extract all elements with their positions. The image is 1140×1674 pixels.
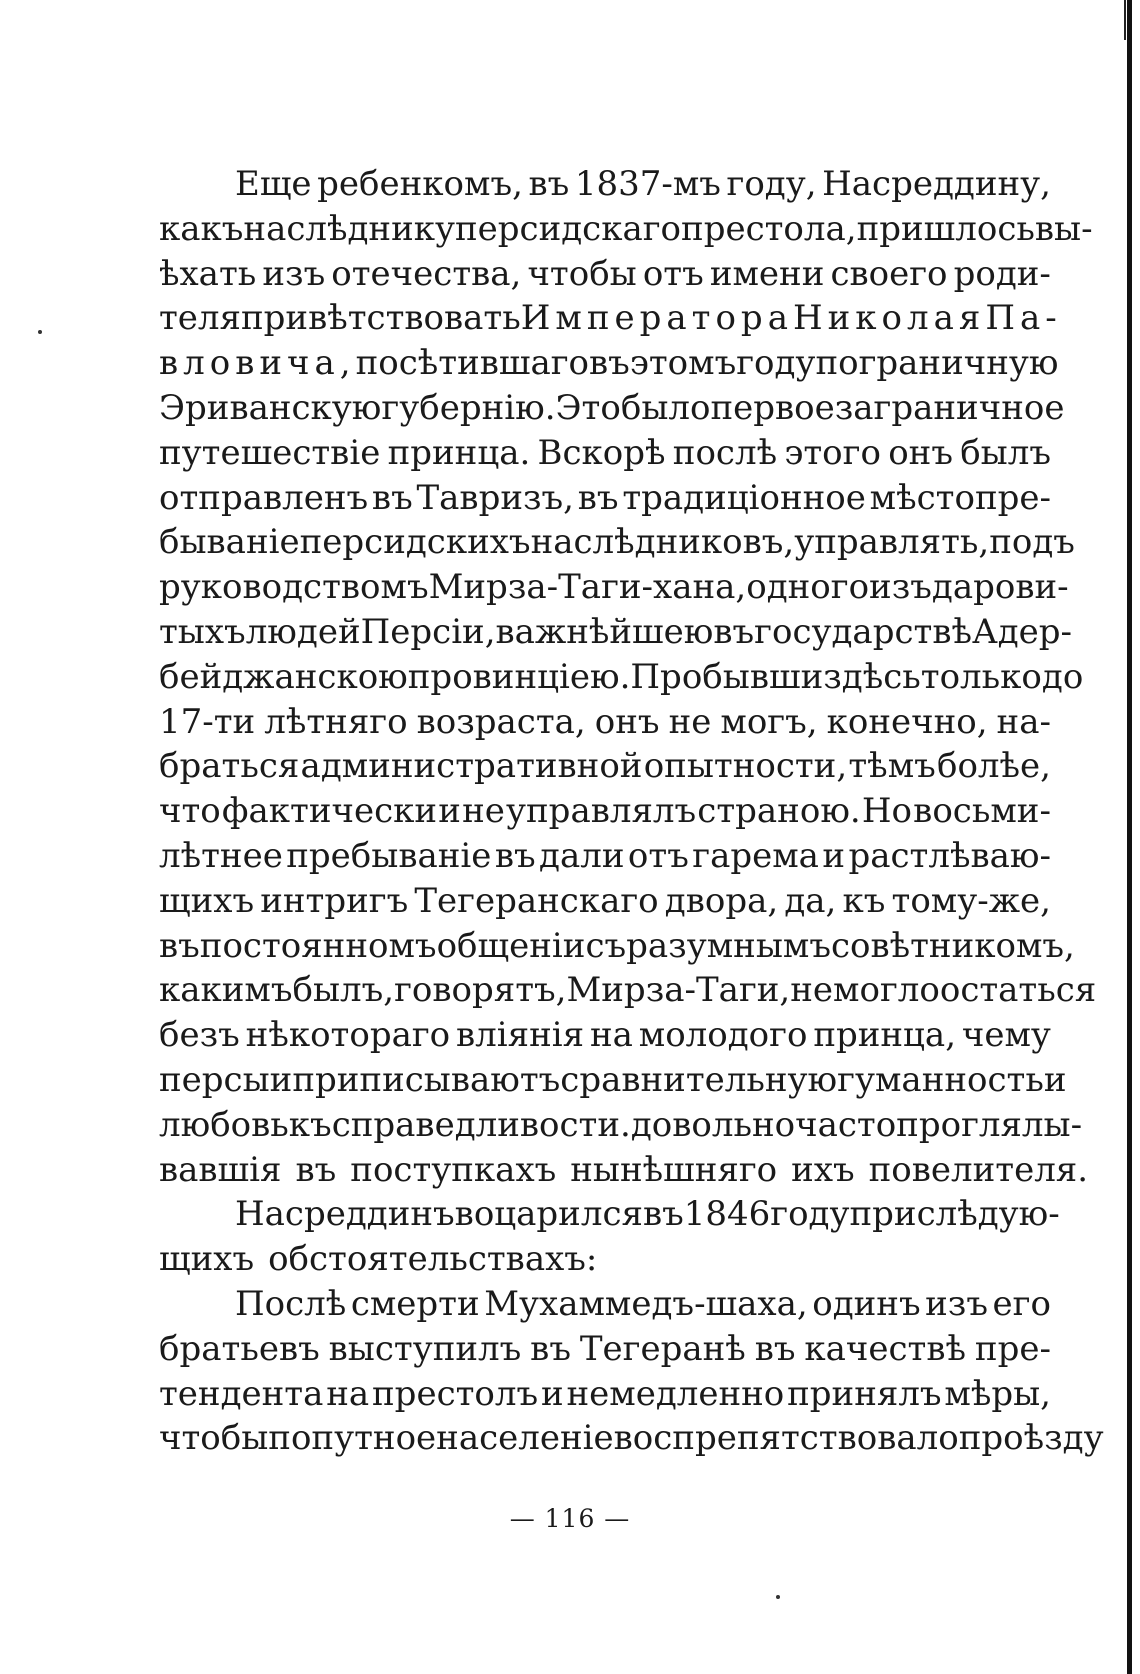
word: воспрепятствовало [613, 1418, 959, 1459]
word: дарови- [931, 567, 1069, 608]
word: Персіи, [360, 611, 496, 652]
word: послѣ [672, 432, 778, 473]
word: Адер- [971, 611, 1073, 652]
word: въ [577, 477, 619, 518]
word: 1837-мъ [574, 164, 721, 204]
word: здѣсь [823, 656, 921, 697]
word: государствѣ [754, 611, 972, 652]
word: Еще [235, 164, 312, 204]
word: году [736, 343, 816, 384]
word: мѣстопре- [869, 477, 1051, 518]
word: Насреддинъ [235, 1194, 455, 1235]
word: въ [371, 477, 413, 518]
word: не [462, 791, 505, 832]
word: былъ, [292, 970, 395, 1011]
word: году, [726, 164, 817, 204]
text-line [159, 476, 1051, 521]
word: людей [245, 611, 361, 652]
body-text [159, 162, 1104, 1461]
word: Мирза-Таги-хана, [428, 567, 747, 608]
word: Мирза-Таги, [566, 970, 791, 1011]
word: повелителя. [868, 1149, 1089, 1190]
word: дали [539, 835, 625, 876]
word: справедливости. [331, 1104, 631, 1145]
word: изъ [925, 1283, 988, 1324]
word: не [668, 701, 712, 742]
word: управлялъ [506, 791, 697, 832]
word: смерти [350, 1283, 480, 1324]
text-line [159, 162, 1051, 207]
word: отечества, [331, 253, 522, 294]
word: бейджанскою [159, 656, 408, 697]
word: любовь [159, 1104, 289, 1145]
text-line [159, 789, 1051, 834]
word: отъ [627, 835, 689, 876]
text-line [159, 655, 1084, 700]
word: привѣтствовать [240, 298, 521, 339]
word: Тегеранѣ [579, 1328, 746, 1369]
word: этого [784, 432, 881, 473]
text-line [159, 207, 1093, 252]
word: къ [842, 880, 886, 921]
text-line [159, 610, 1073, 655]
word: наслѣдниковъ, [530, 522, 795, 563]
word: страною. [697, 791, 861, 832]
word: Николая [792, 298, 986, 339]
text-line [159, 924, 1075, 969]
word: престола, [681, 208, 857, 249]
word: воцарился [454, 1194, 643, 1235]
word: подъ [989, 522, 1075, 563]
word: бываніе [159, 522, 300, 563]
word: немедленно [566, 1373, 785, 1414]
word: въ [642, 1194, 684, 1235]
word: изъ [262, 253, 326, 294]
word: ихъ [791, 1149, 855, 1190]
text-line [159, 1058, 1067, 1103]
word: было [620, 387, 711, 428]
text-line [159, 252, 1051, 297]
word: имени [709, 253, 825, 294]
word: персидскаго [455, 208, 682, 249]
word: теля [159, 298, 241, 339]
text-line [159, 1103, 1083, 1148]
word: молодого [638, 1015, 808, 1056]
word: проѣзду [958, 1418, 1104, 1459]
word: 1846 [683, 1194, 771, 1235]
word: и [269, 1059, 293, 1100]
word: возраста, [416, 701, 586, 742]
word: своего [830, 253, 948, 294]
word: принца. [387, 432, 531, 473]
word: губернію. [381, 387, 556, 428]
text-line [159, 431, 1051, 476]
word: заграничное [834, 387, 1065, 428]
word: лѣтнее [159, 835, 283, 876]
word: остаться [939, 970, 1097, 1011]
word: Вскорѣ [537, 432, 666, 473]
text-line [159, 700, 1051, 745]
word: тыхъ [159, 611, 246, 652]
word: ѣхать [159, 253, 257, 294]
text-line [159, 1372, 1051, 1417]
word: нѣкотораго [245, 1015, 451, 1056]
word: въ [159, 925, 200, 966]
word: чтобы [527, 253, 637, 294]
word: могло [833, 970, 940, 1011]
word: онъ [888, 432, 953, 473]
word: выступилъ [328, 1328, 522, 1369]
word: провинціею. [407, 656, 631, 697]
word: фактически [221, 791, 438, 832]
text-line [159, 1416, 1104, 1461]
word: щихъ [159, 880, 255, 921]
word: на [326, 1373, 370, 1414]
word: одинъ [812, 1283, 921, 1324]
word: совѣтникомъ, [830, 925, 1075, 966]
word: традиціонное [622, 477, 866, 518]
text-line [159, 341, 1059, 386]
word: Послѣ [235, 1283, 347, 1324]
word: разумнымъ [626, 925, 831, 966]
word: Тавризъ, [416, 477, 574, 518]
word: онъ [594, 701, 660, 742]
word: на- [996, 701, 1051, 742]
word: населеніе [436, 1418, 614, 1459]
word: пограничную [815, 343, 1059, 384]
word: году [770, 1194, 850, 1235]
word: только [920, 656, 1042, 697]
word: двора, [664, 880, 779, 921]
word: щихъ [159, 1239, 255, 1280]
word: болѣе, [936, 746, 1051, 787]
text-line [159, 296, 1062, 341]
word: вліянія [456, 1015, 585, 1056]
text-line [159, 1282, 1051, 1327]
word: Пробывши [630, 656, 824, 697]
word: качествѣ [804, 1328, 967, 1369]
word: Это [555, 387, 621, 428]
word: чему [961, 1015, 1051, 1056]
word: изъ [869, 567, 932, 608]
word: при [849, 1194, 917, 1235]
word: тѣмъ [848, 746, 936, 787]
word: и [438, 791, 461, 832]
word: безъ [159, 1015, 240, 1056]
word: Насреддину, [822, 164, 1051, 204]
word: административной [300, 746, 643, 787]
text-line [159, 1327, 1051, 1372]
word: на [589, 1015, 633, 1056]
word: въ [713, 611, 755, 652]
text-line [159, 386, 1065, 431]
word: сравнительную [560, 1059, 838, 1100]
word: лѣтняго [264, 701, 408, 742]
print-speck [776, 1595, 780, 1599]
word: Тегеранскаго [414, 880, 659, 921]
word: къ [288, 1104, 332, 1145]
word: его [992, 1283, 1051, 1324]
word: былъ [960, 432, 1051, 473]
word: интригъ [260, 880, 409, 921]
word: ребенкомъ, [317, 164, 523, 204]
word: 17-ти [159, 701, 256, 742]
word: наслѣднику [243, 208, 455, 249]
page-edge-mark [1124, 0, 1126, 40]
word: персидскихъ [299, 522, 531, 563]
word: обстоятельствахъ: [268, 1239, 598, 1280]
word: руководствомъ [159, 567, 429, 608]
word: въ [589, 343, 630, 384]
word: Мухаммедъ-шаха, [484, 1283, 808, 1324]
word: персы [159, 1059, 270, 1100]
word: отъ [642, 253, 704, 294]
word: тендента [159, 1373, 324, 1414]
word: вловича, [159, 343, 356, 384]
word: что [159, 791, 221, 832]
word: посѣтившаго [355, 343, 590, 384]
word: говорятъ, [394, 970, 567, 1011]
word: въ [754, 1328, 796, 1369]
word: братьевъ [159, 1328, 320, 1369]
text-line [159, 565, 1069, 610]
text-line [159, 1192, 1060, 1237]
word: да, [784, 880, 837, 921]
text-line [159, 1148, 1089, 1193]
word: пребываніе [286, 835, 492, 876]
word: нынѣшняго [570, 1149, 778, 1190]
word: опытности, [643, 746, 848, 787]
word: пре- [974, 1328, 1051, 1369]
print-speck [38, 330, 42, 334]
word: постоянномъ [199, 925, 437, 966]
text-line [159, 1237, 1051, 1282]
word: первое [710, 387, 835, 428]
word: проглялы- [896, 1104, 1083, 1145]
word: браться [159, 746, 300, 787]
word: престолъ [372, 1373, 539, 1414]
word: въ [530, 1328, 571, 1369]
word: какимъ [159, 970, 293, 1011]
word: важнѣйшею [495, 611, 714, 652]
word: Эриванскую [159, 387, 382, 428]
page-number: — 116 — [509, 1504, 631, 1533]
text-line [159, 1013, 1051, 1058]
word: чтобы [159, 1418, 269, 1459]
word: и [822, 835, 846, 876]
word: довольно [630, 1104, 796, 1145]
word: вавшія [159, 1149, 282, 1190]
word: съ [585, 925, 627, 966]
text-line [159, 744, 1051, 789]
word: Императора [520, 298, 793, 339]
word: попутное [268, 1418, 437, 1459]
word: и [1043, 1059, 1067, 1100]
word: гарема [692, 835, 819, 876]
word: часто [795, 1104, 897, 1145]
page-edge-shadow [1127, 0, 1132, 1674]
word: мѣры, [944, 1373, 1051, 1414]
word: принца, [813, 1015, 957, 1056]
word: въ [494, 835, 536, 876]
word: поступкахъ [350, 1149, 557, 1190]
word: вы- [1034, 208, 1093, 249]
word: приписываютъ [292, 1059, 561, 1100]
word: въ [528, 164, 570, 204]
word: не [790, 970, 834, 1011]
word: роди- [953, 253, 1051, 294]
text-line [159, 520, 1075, 565]
word: восьми- [913, 791, 1051, 832]
word: Но [861, 791, 913, 832]
word: путешествіе [159, 432, 381, 473]
word: могъ, [720, 701, 818, 742]
word: тому-же, [891, 880, 1051, 921]
text-line [159, 968, 1097, 1013]
word: до [1041, 656, 1084, 697]
text-line [159, 879, 1051, 924]
word: слѣдую- [916, 1194, 1060, 1235]
word: Па- [985, 298, 1062, 339]
word: въ [295, 1149, 337, 1190]
text-line [159, 834, 1051, 879]
word: гуманность [837, 1059, 1044, 1100]
word: и [540, 1373, 564, 1414]
word: этомъ [629, 343, 737, 384]
word: какъ [159, 208, 244, 249]
word: пришлось [856, 208, 1035, 249]
word: управлять, [794, 522, 990, 563]
word: растлѣваю- [848, 835, 1051, 876]
word: конечно, [826, 701, 988, 742]
word: одного [746, 567, 870, 608]
word: отправленъ [159, 477, 369, 518]
word: общеніи [436, 925, 586, 966]
word: принялъ [787, 1373, 942, 1414]
